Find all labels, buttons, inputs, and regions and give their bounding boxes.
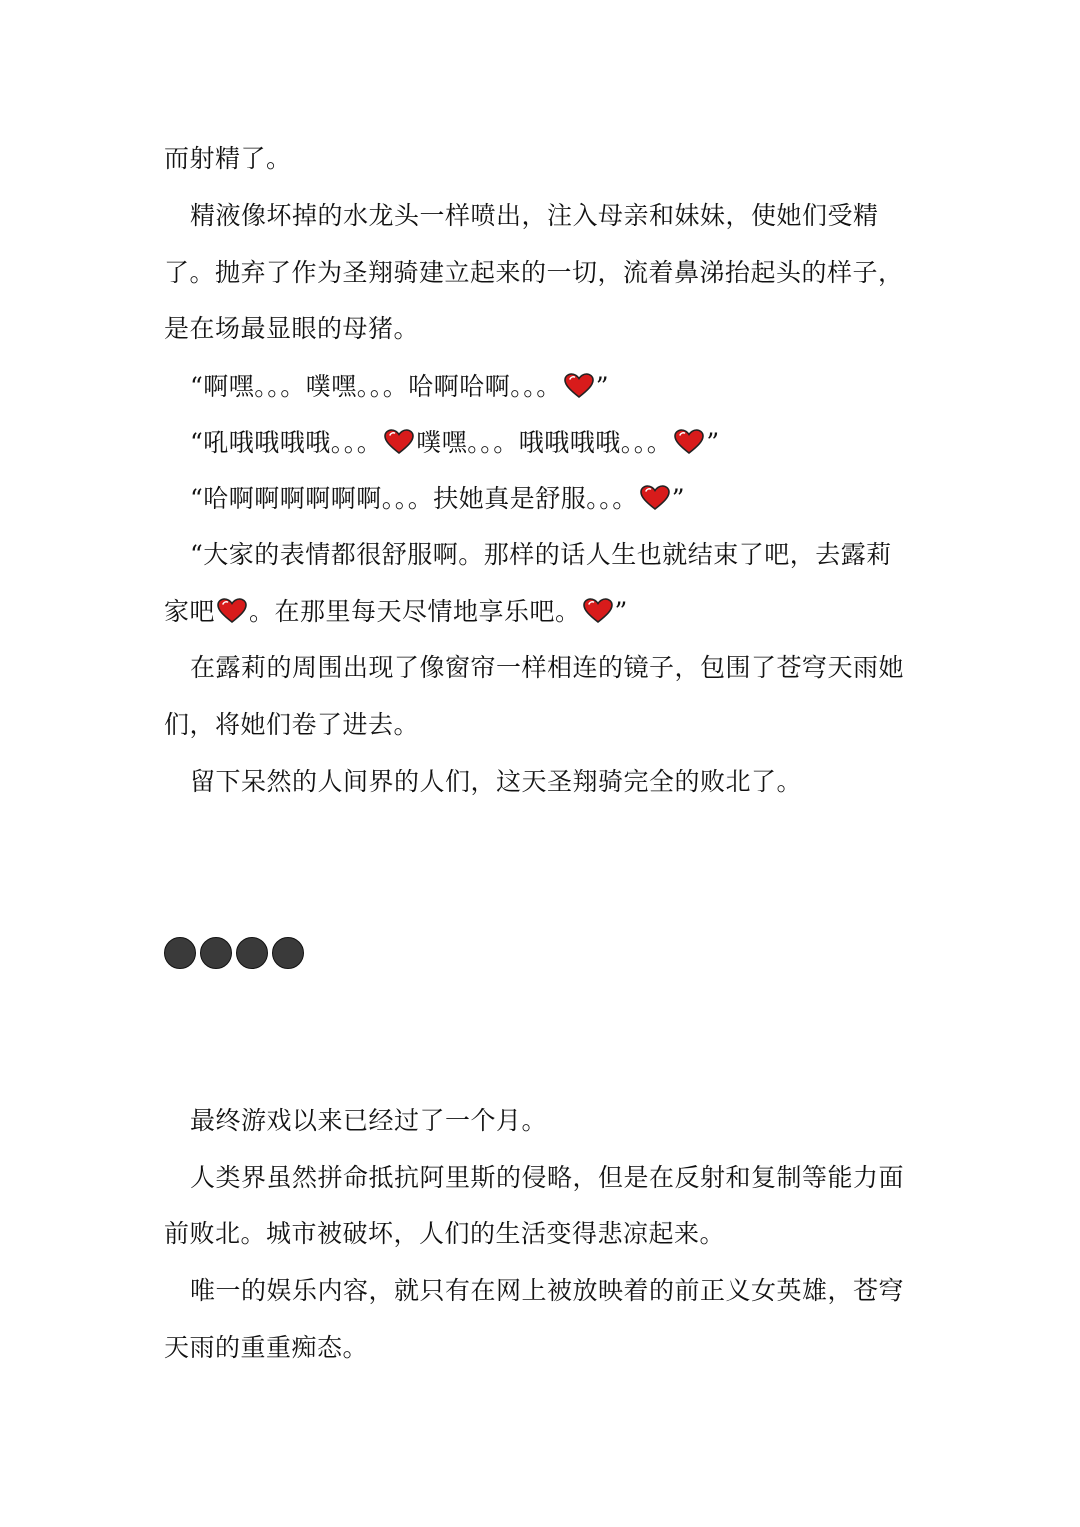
dialogue-line [190,372,609,402]
dialogue-line [190,484,685,514]
heart-icon [583,598,613,631]
text-line: 们，将她们卷了进去。 [164,710,420,739]
dialogue-text: 。在那里每天尽情地享乐吧。 [249,597,581,626]
heart-icon [674,429,704,462]
text-line: 前败北。城市被破坏，人们的生活变得悲凉起来。 [164,1219,726,1248]
text-line: 了。抛弃了作为圣翔骑建立起来的一切，流着鼻涕抬起头的样子， [164,258,904,287]
circle-icon [164,937,196,969]
circle-icon [200,937,232,969]
dialogue-text: ” [614,597,628,626]
dialogue-text: ” [595,372,610,401]
heart-icon [564,373,594,406]
heart-icon [640,485,670,518]
text-line: 最终游戏以来已经过了一个月。 [190,1106,548,1135]
heart-icon [384,429,414,462]
dialogue-text: ” [706,428,720,457]
section-divider [164,937,308,969]
text-line: 天雨的重重痴态。 [164,1333,369,1362]
text-line: 是在场最显眼的母猪。 [164,314,420,343]
text-line: 留下呆然的人间界的人们，这天圣翔骑完全的败北了。 [190,767,803,796]
text-line: 唯一的娱乐内容，就只有在网上被放映着的前正义女英雄，苍穹 [190,1276,905,1305]
text-line: 精液像坏掉的水龙头一样喷出，注入母亲和妹妹，使她们受精 [190,201,879,230]
circle-icon [272,937,304,969]
dialogue-text: 噗嘿。。。哦哦哦哦。。。 [416,428,673,457]
circle-icon [236,937,268,969]
dialogue-text: “啊嘿。。。噗嘿。。。哈啊哈啊。。。 [190,372,562,401]
heart-icon [217,598,247,631]
dialogue-line: “大家的表情都很舒服啊。那样的话人生也就结束了吧，去露莉 [190,540,892,569]
text-line: 人类界虽然拼命抵抗阿里斯的侵略，但是在反射和复制等能力面 [190,1163,905,1192]
dialogue-text: 家吧 [164,597,216,626]
text-line: 在露莉的周围出现了像窗帘一样相连的镜子，包围了苍穹天雨她 [190,653,905,682]
dialogue-text: ” [671,484,686,513]
dialogue-line [190,428,720,458]
dialogue-text: “吼哦哦哦哦。。。 [190,428,383,457]
text-line: 而射精了。 [164,144,292,173]
dialogue-text: “哈啊啊啊啊啊啊。。。扶她真是舒服。。。 [190,484,638,513]
dialogue-line [164,597,628,627]
